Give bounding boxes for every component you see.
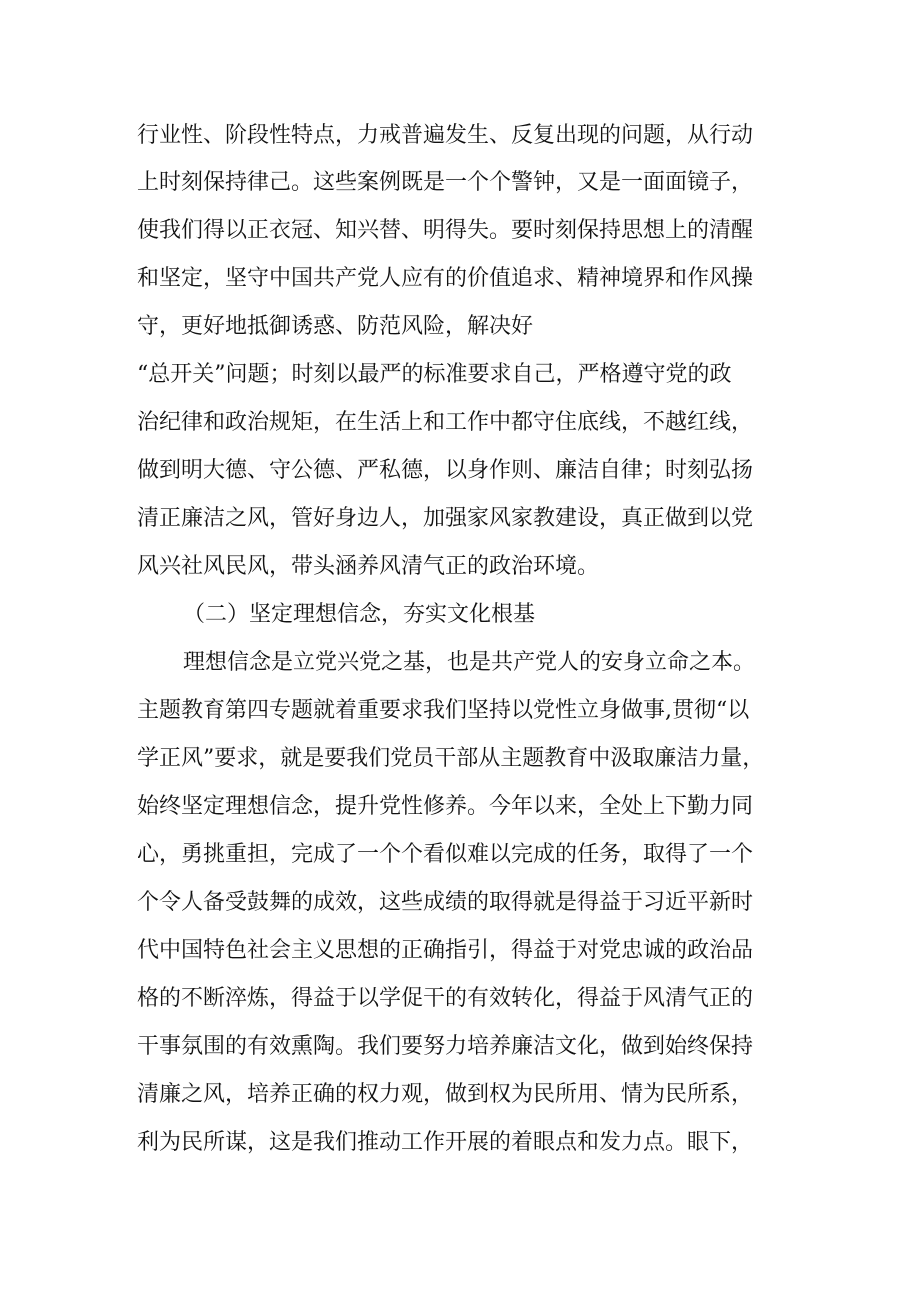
paragraph-line: 个令人备受鼓舞的成效，这些成绩的取得就是得益于习近平新时 xyxy=(137,890,754,915)
paragraph-line: 代中国特色社会主义思想的正确指引，得益于对党忠诚的政治品 xyxy=(137,938,754,963)
paragraph-line: 利为民所谋，这是我们推动工作开展的着眼点和发力点。眼下， xyxy=(137,1130,754,1155)
paragraph-line: 主题教育第四专题就着重要求我们坚持以党性立身做事,贯彻“以 xyxy=(137,698,750,723)
paragraph-line: 使我们得以正衣冠、知兴替、明得失。要时刻保持思想上的清醒 xyxy=(137,218,754,243)
paragraph-line: 清廉之风，培养正确的权力观，做到权为民所用、情为民所系， xyxy=(137,1082,754,1107)
section-heading: （二）坚定理想信念，夯实文化根基 xyxy=(183,602,536,627)
paragraph-line: “总开关”问题；时刻以最严的标准要求自己，严格遵守党的政 xyxy=(137,362,732,387)
paragraph-line: 做到明大德、守公德、严私德，以身作则、廉洁自律；时刻弘扬 xyxy=(137,458,754,483)
paragraph-line: 干事氛围的有效熏陶。我们要努力培养廉洁文化，做到始终保持 xyxy=(137,1034,754,1059)
paragraph-line: 心，勇挑重担，完成了一个个看似难以完成的任务，取得了一个 xyxy=(137,842,754,867)
paragraph-line: 学正风”要求，就是要我们党员干部从主题教育中汲取廉洁力量， xyxy=(137,746,765,771)
paragraph-line: 格的不断淬炼，得益于以学促干的有效转化，得益于风清气正的 xyxy=(137,986,754,1011)
paragraph-line: 理想信念是立党兴党之基，也是共产党人的安身立命之本。 xyxy=(183,650,756,675)
paragraph-line: 和坚定，坚守中国共产党人应有的价值追求、精神境界和作风操 xyxy=(137,266,754,291)
paragraph-line: 治纪律和政治规矩，在生活上和工作中都守住底线，不越红线， xyxy=(137,410,754,435)
paragraph-line: 守，更好地抵御诱惑、防范风险，解决好 xyxy=(137,314,534,339)
paragraph-line: 清正廉洁之风，管好身边人，加强家风家教建设，真正做到以党 xyxy=(137,506,754,531)
paragraph-line: 风兴社风民风，带头涵养风清气正的政治环境。 xyxy=(137,554,600,579)
paragraph-line: 上时刻保持律己。这些案例既是一个个警钟，又是一面面镜子， xyxy=(137,170,754,195)
paragraph-line: 行业性、阶段性特点，力戒普遍发生、反复出现的问题，从行动 xyxy=(137,123,754,148)
paragraph-line: 始终坚定理想信念，提升党性修养。今年以来，全处上下勤力同 xyxy=(137,794,754,819)
